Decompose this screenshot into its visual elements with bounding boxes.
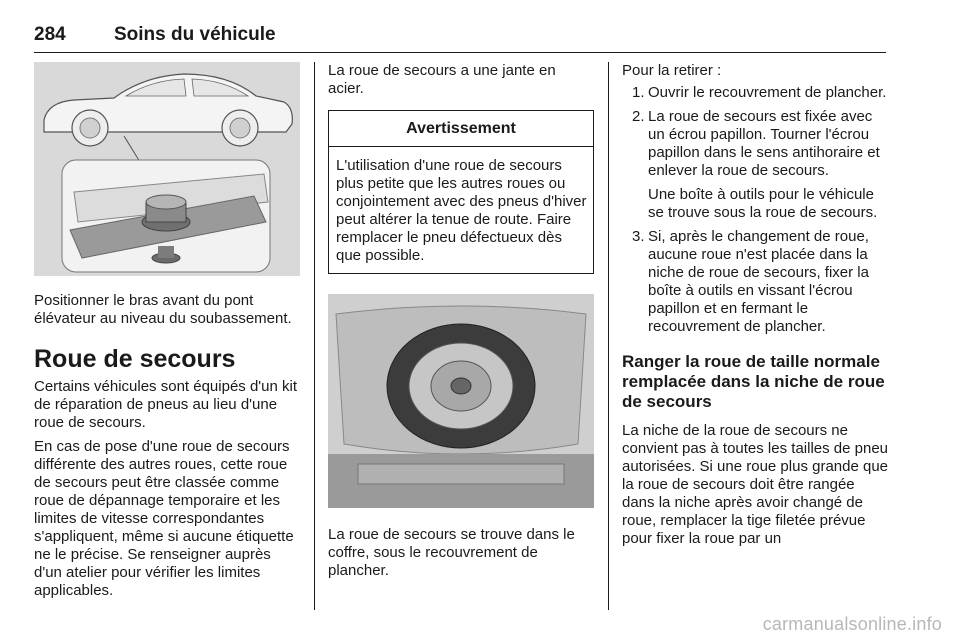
step-number: 2. xyxy=(632,108,645,125)
car-lift-illustration xyxy=(34,62,300,276)
step-number: 1. xyxy=(632,84,645,101)
list-item xyxy=(622,84,888,102)
section-title: Soins du véhicule xyxy=(114,24,276,45)
figure-caption: La roue de secours se trouve dans le coffre, sous le recouvrement de plancher. xyxy=(328,526,575,579)
page-number: 284 xyxy=(34,24,66,45)
warning-box xyxy=(328,110,594,274)
column-divider xyxy=(314,62,315,610)
step-number: 3. xyxy=(632,228,645,245)
column-divider xyxy=(608,62,609,610)
steps-list xyxy=(622,84,888,336)
section-heading: Roue de secours xyxy=(34,345,236,373)
list-item xyxy=(622,228,888,336)
paragraph: En cas de pose d'une roue de secours différente des autres roues, cette roue de secours peut être classée comme roue de dépannage temporaire et les limites de vitesse correspondantes s'appliquent, même si aucune étiquette ne le précise. Se renseigner auprès d'un atelier pour vérifier les limites applicables. xyxy=(34,438,294,599)
column-right xyxy=(622,62,888,548)
figure-caption: Positionner le bras avant du pont élévateur au niveau du soubassement. xyxy=(34,292,292,327)
warning-text: L'utilisation d'une roue de secours plus petite que les autres roues ou conjointement avec des pneus d'hiver peut altérer la tenue de route. Faire remplacer le pneu défectueux dès que possible. xyxy=(336,157,587,264)
step-note: Une boîte à outils pour le véhicule se trouve sous la roue de secours. xyxy=(648,186,878,221)
subsection-heading: Ranger la roue de taille normale remplacée dans la niche de roue de secours xyxy=(622,352,885,411)
watermark: carmanualsonline.info xyxy=(762,614,942,634)
spare-wheel-illustration xyxy=(328,294,594,508)
step-text: La roue de secours est fixée avec un écrou papillon. Tourner l'écrou papillon dans le sens antihoraire et enlever la roue de secours. xyxy=(648,108,880,179)
column-left xyxy=(34,62,300,600)
step-text: Ouvrir le recouvrement de plancher. xyxy=(648,84,887,101)
warning-title: Avertissement xyxy=(329,111,593,147)
column-middle xyxy=(328,62,594,580)
paragraph: Pour la retirer : xyxy=(622,62,722,79)
paragraph: La niche de la roue de secours ne convient pas à toutes les tailles de pneu autorisées. Si une roue plus grande que la roue de secours doit être rangée dans la niche après avoir changé de roue, remplacer la tige filetée prévue pour fixer la roue par un xyxy=(622,422,889,547)
page-header xyxy=(34,12,886,53)
paragraph: Certains véhicules sont équipés d'un kit de réparation de pneus au lieu d'une roue de secours. xyxy=(34,378,298,431)
list-item xyxy=(622,108,888,222)
paragraph: La roue de secours a une jante en acier. xyxy=(328,62,556,97)
step-text: Si, après le changement de roue, aucune roue n'est placée dans la niche de roue de secours, fixer la boîte à outils en vissant l'écrou papillon et en fermant le recouvrement de plancher. xyxy=(648,228,869,335)
